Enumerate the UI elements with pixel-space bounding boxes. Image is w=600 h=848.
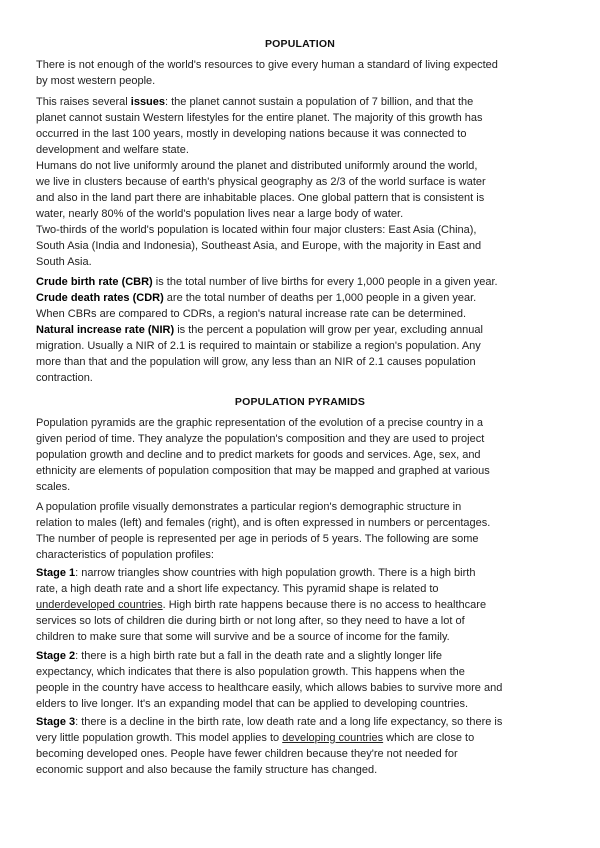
nir-term: Natural increase rate (NIR) [36, 324, 175, 336]
intro-paragraph: There is not enough of the world's resources to give every human a standard of living expected by most western people. [36, 59, 498, 87]
clusters-paragraph: Two-thirds of the world's population is located within four major clusters: East Asia (China), South Asia (India and Indonesia), Southeast Asia, and Europe, with the majority in East and South Asia. [36, 224, 482, 268]
stage1-paragraph: Stage 1: narrow triangles show countries with high population growth. There is a high birth rate, a high death rate and a short life expectancy. This pyramid shape is related to underdeveloped countries. High birth rate happens because there is no access to healthcare services so lots of children die during birth or not long after, so they need to have a lot of children to make sure that some will survive and be a source of income for the family. [36, 567, 487, 643]
stage1-label: Stage 1 [36, 567, 76, 579]
stage3-label: Stage 3 [36, 716, 76, 728]
developing-countries-link[interactable]: developing countries [282, 732, 384, 744]
underdeveloped-countries-link[interactable]: underdeveloped countries [36, 599, 163, 611]
definitions-paragraph: Crude birth rate (CBR) is the total number of live births for every 1,000 people in a given year. Crude death rates (CDR) are the total number of deaths per 1,000 people in a given year. When CBRs are compared to CDRs, a region's natural increase rate can be determined. Natural increase rate (NIR) is the percent a population will grow per year, excluding annual migration. Usually a NIR of 2.1 is required to maintain or stabilize a region's population. Any more than that and the population will grow, any less than an NIR of 2.1 causes population contraction. [36, 276, 498, 384]
page-title: POPULATION [264, 38, 336, 50]
issues-paragraph: This raises several issues: the planet cannot sustain a population of 7 billion, and that the planet cannot sustain Western lifestyles for the entire planet. The majority of this growth has occurred in the last 100 years, mostly in developing nations because it was connected to development and welfare state. Humans do not live uniformly around the planet and distributed uniformly around the world, we live in clusters because of earth's physical geography as 2/3 of the world surface is water and also in the land part there are inhabitable places. One global pattern that is consistent is water, nearly 80% of the world's population lives near a large body of water. [36, 96, 486, 220]
cdr-term: Crude death rates (CDR) [36, 292, 164, 304]
stage2-label: Stage 2 [36, 650, 76, 662]
cbr-term: Crude birth rate (CBR) [36, 276, 153, 288]
issues-keyword: issues [130, 96, 166, 108]
stage3-paragraph: Stage 3: there is a decline in the birth rate, low death rate and a long life expectancy, so there is very little population growth. This model applies to developing countries which are close to becoming developed ones. People have fewer children because they're not needed for economic support and also because the family structure has changed. [36, 716, 503, 776]
profile-paragraph: A population profile visually demonstrates a particular region's demographic structure in relation to males (left) and females (right), and is often expressed in numbers or percentages. The number of people is represented per age in periods of 5 years. The following are some characteristics of population profiles: [36, 501, 491, 561]
pyramids-title: POPULATION PYRAMIDS [234, 396, 366, 408]
pyramids-intro-paragraph: Population pyramids are the graphic representation of the evolution of a precise country in a given period of time. They analyze the population's composition and they are used to project population growth and decline and to predict markets for goods and services. Age, sex, and ethnicity are elements of population composition that may be mapped and graphed at various scales. [36, 417, 490, 493]
stage2-paragraph: Stage 2: there is a high birth rate but a fall in the death rate and a slightly longer life expectancy, which indicates that there is also population growth. This happens when the people in the country have access to healthcare easily, which allows babies to survive more and elders to live longer. It's an expanding model that can be applied to developing countries. [36, 650, 503, 710]
